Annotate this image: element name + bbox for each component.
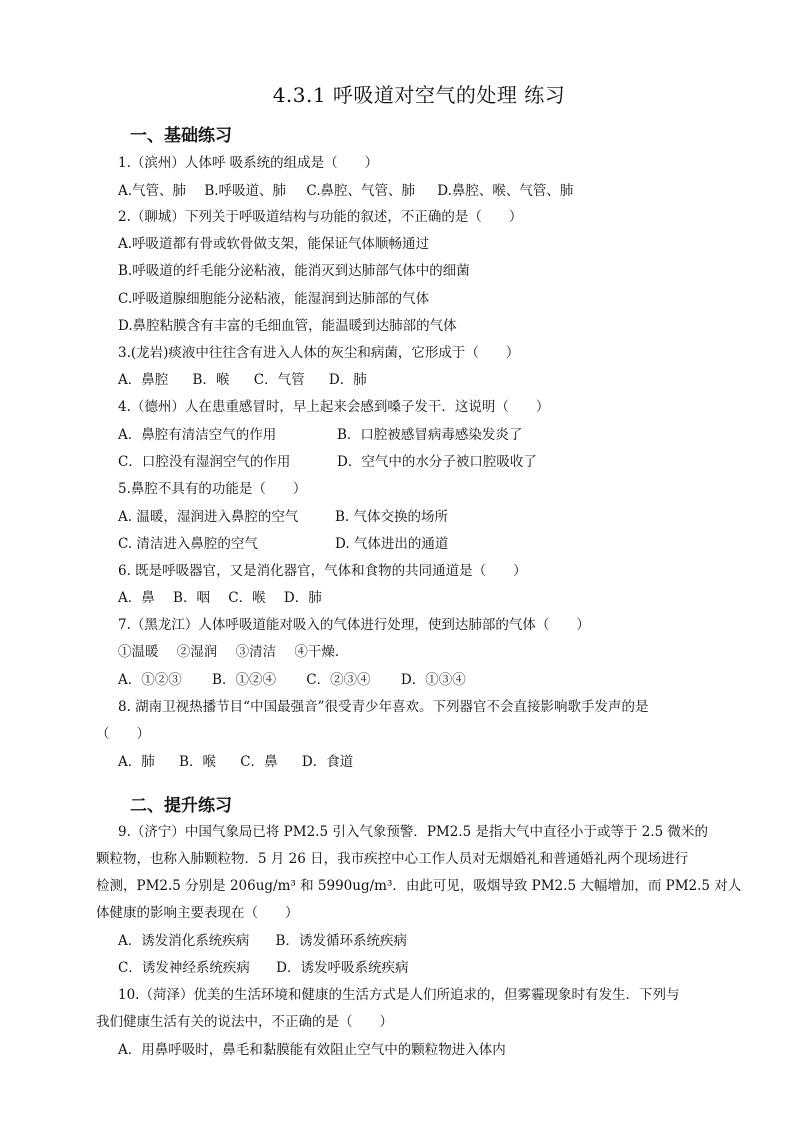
q7-option-b: B．①②④ (212, 672, 276, 688)
q9-option-a: A．诱发消化系统疾病 (118, 933, 250, 949)
q5-option-d: D. 气体进出的通道 (335, 536, 449, 552)
question-7-items (118, 643, 339, 661)
q7-item-4: ④干燥. (294, 644, 340, 660)
q5-option-a: A. 温暖，湿润进入鼻腔的空气 (118, 509, 299, 525)
q1-option-b: B.呼吸道、肺 (204, 183, 287, 199)
q2-option-a: A.呼吸道都有骨或软骨做支架，能保证气体顺畅通过 (118, 236, 430, 252)
question-10-line-1: 10.（菏泽）优美的生活环境和健康的生活方式是人们所追求的，但雾霾现象时有发生．下列与 (118, 987, 680, 1003)
question-1-stem: 1.（滨州）人体呼 吸系统的组成是（ ） (118, 155, 379, 171)
q7-item-2: ②湿润 (176, 644, 218, 660)
question-9-line-1: 9.（济宁）中国气象局已将 PM2.5 引入气象预警．PM2.5 是指大气中直径小于或等于 2.5 微米的 (118, 824, 709, 840)
question-8-stem: 8. 湖南卫视热播节目“中国最强音”很受青少年喜欢。下列器官不会直接影响歌手发声的是 (118, 699, 649, 715)
question-6-stem: 6. 既是呼吸器官，又是消化器官，气体和食物的共同通道是（ ） (118, 563, 527, 579)
q3-option-c: C．气管 (253, 372, 305, 388)
question-8-options (118, 753, 353, 771)
q5-option-c: C. 清洁进入鼻腔的空气 (118, 536, 258, 552)
q9-option-d: D．诱发呼吸系统疾病 (276, 960, 409, 976)
q9-option-c: C．诱发神经系统疾病 (118, 960, 250, 976)
question-6-options (118, 589, 322, 607)
question-9-line-2: 颗粒物，也称入肺颗粒物．5 月 26 日，我市疾控中心工作人员对无烟婚礼和普通婚礼两个现场进行 (96, 851, 689, 867)
q4-option-a: A．鼻腔有清洁空气的作用 (118, 427, 277, 443)
q3-option-b: B．喉 (192, 372, 230, 388)
q8-option-a: A．肺 (118, 754, 155, 770)
q10-option-a: A．用鼻呼吸时，鼻毛和黏膜能有效阻止空气中的颗粒物进入体内 (118, 1042, 506, 1058)
question-1-options (118, 182, 573, 200)
q8-option-c: C．鼻 (240, 754, 278, 770)
q4-option-b: B．口腔被感冒病毒感染发炎了 (337, 427, 523, 443)
question-7-stem: 7.（黑龙江）人体呼吸道能对吸入的气体进行处理，使到达肺部的气体（ ） (118, 617, 590, 633)
q6-option-d: D．肺 (283, 590, 322, 606)
q7-option-d: D．①③④ (400, 672, 466, 688)
q6-option-b: B．咽 (173, 590, 210, 606)
q1-option-a: A.气管、肺 (118, 183, 187, 199)
question-7-options (118, 671, 466, 689)
section-heading-basic: 一、基础练习 (130, 126, 232, 146)
q1-option-c: C.鼻腔、气管、肺 (306, 183, 415, 199)
q6-option-a: A．鼻 (118, 590, 155, 606)
q2-option-d: D.鼻腔粘膜含有丰富的毛细血管，能温暖到达肺部的气体 (118, 318, 457, 334)
question-10-line-2: 我们健康生活有关的说法中，不正确的是（ ） (96, 1014, 393, 1030)
q2-option-c: C.呼吸道腺细胞能分泌粘液，能湿润到达肺部的气体 (118, 291, 430, 307)
q7-item-1: ①温暖 (118, 644, 159, 660)
question-9-line-4: 体健康的影响主要表现在（ ） (96, 905, 299, 921)
question-9-options-row-2 (118, 959, 408, 977)
question-9-line-3: 检测，PM2.5 分别是 206ug/m³ 和 5990ug/m³．由此可见，吸烟导致 PM2.5 大幅增加，而 PM2.5 对人 (96, 878, 742, 894)
question-5-stem: 5.鼻腔不具有的功能是（ ） (118, 481, 307, 497)
q8-option-b: B．喉 (179, 754, 216, 770)
question-8-blank: （ ） (96, 726, 150, 742)
question-4-stem: 4.（德州）人在患重感冒时，早上起来会感到嗓子发干．这说明（ ） (118, 399, 550, 415)
q7-item-3: ③清洁 (235, 644, 277, 660)
q3-option-d: D．肺 (328, 372, 367, 388)
question-3-options (118, 371, 367, 389)
q9-option-b: B．诱发循环系统疾病 (275, 933, 407, 949)
section-heading-advanced: 二、提升练习 (130, 796, 232, 816)
q8-option-d: D．食道 (301, 754, 354, 770)
q7-option-c: C．②③④ (306, 672, 371, 688)
q5-option-b: B. 气体交换的场所 (335, 509, 449, 525)
q4-option-c: C．口腔没有湿润空气的作用 (118, 454, 291, 470)
q2-option-b: B.呼吸道的纤毛能分泌粘液，能消灭到达肺部气体中的细菌 (118, 263, 470, 279)
q1-option-d: D.鼻腔、喉、气管、肺 (437, 183, 574, 199)
question-9-options-row-1 (118, 932, 407, 950)
question-2-stem: 2.（聊城）下列关于呼吸道结构与功能的叙述，不正确的是（ ） (118, 209, 523, 225)
q4-option-d: D．空气中的水分子被口腔吸收了 (337, 454, 537, 470)
page-title: 4.3.1 呼吸道对空气的处理 练习 (272, 83, 566, 107)
question-3-stem: 3.(龙岩)痰液中往往含有进入人体的灰尘和病菌，它形成于（ ） (118, 345, 520, 361)
q6-option-c: C．喉 (228, 590, 266, 606)
q7-option-a: A．①②③ (118, 672, 182, 688)
q3-option-a: A．鼻腔 (118, 372, 169, 388)
